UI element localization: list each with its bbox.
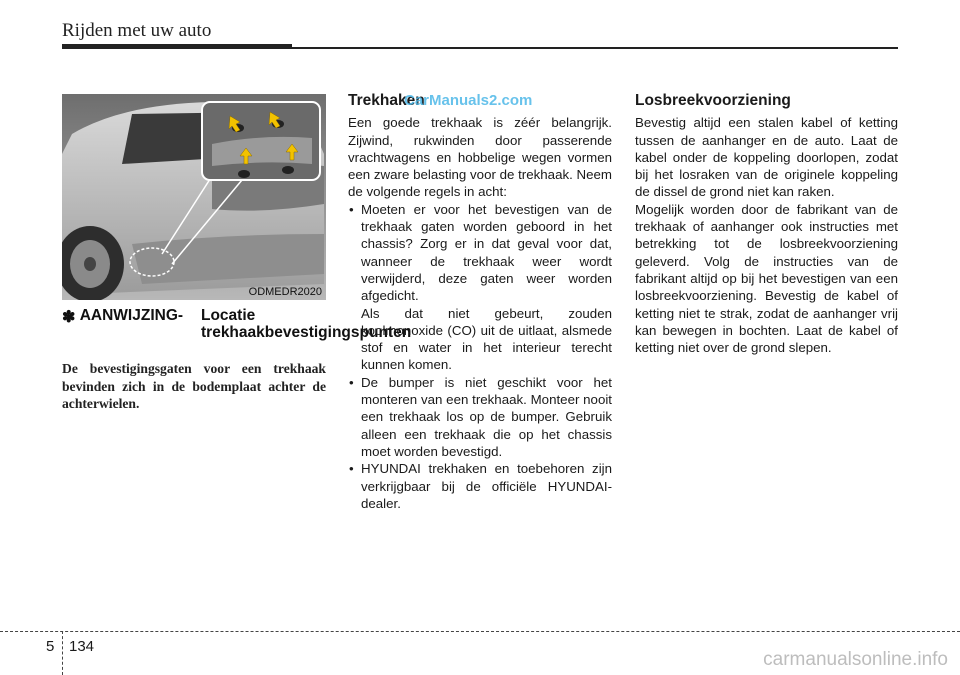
watermark: CarManuals2.com — [404, 92, 533, 109]
trekhaken-intro: Een goede trekhaak is zéér belangrijk. Zijwind, rukwinden door passerende vrachtwagens en hobbelige wegen vormen een zware belasting voor de trekhaak. Neem de volgende regels in acht: — [348, 115, 612, 200]
column-losbreek — [635, 92, 898, 356]
losbreek-heading: Losbreekvoorziening — [635, 92, 791, 109]
footer-divider — [62, 631, 63, 675]
footer-rule — [0, 631, 960, 632]
section-number: 5 — [46, 638, 55, 655]
list-item: • De bumper is niet geschikt voor het monteren van een trekhaak. Monteer nooit een trekhaak los op de bumper. Gebruik alleen een trekhaak die op het chassis moet worden bevestigd. — [349, 374, 612, 459]
header-rule-thin — [292, 47, 898, 49]
tow-hook-figure — [62, 94, 326, 300]
page-number: 134 — [69, 638, 95, 655]
losbreek-paragraph-1: Bevestig altijd een stalen kabel of ketting tussen de aanhanger en de auto. Laat de kabel onder de koppeling doorlopen, zodat bij het losraken van de originele koppeling de dissel de grond niet kan raken. — [635, 115, 898, 200]
list-item: • HYUNDAI trekhaken en toebehoren zijn verkrijgbaar bij de officiële HYUNDAI-dealer. — [349, 461, 612, 511]
figure-code: ODMEDR2020 — [248, 286, 322, 298]
note-body: De bevestigingsgaten voor een trekhaak bevinden zich in de bodemplaat achter de achterwielen. — [62, 361, 326, 411]
note-tag: AANWIJZING- — [79, 307, 184, 324]
losbreek-paragraph-2: Mogelijk worden door de fabrikant van de trekhaak of aanhanger ook instructies met betrekking tot de losbreekvoorziening geleverd. Volg de instructies van de fabrikant altijd op bij het bevestigen van een losbreekvoorziening. Bevestig de kabel of ketting niet te strak, zodat de aanhanger vrij kan bewegen in bochten. Laat de kabel of ketting niet over de grond slepen. — [635, 201, 898, 356]
list-item-text: Moeten er voor het bevestigen van de trekhaak gaten worden geboord in het chassis? Zorg er in dat geval voor dat, wanneer de trekhaak weer wordt verwijderd, deze gaten weer worden afgedicht. — [361, 201, 612, 304]
note-symbol: ✽ — [62, 309, 76, 326]
list-item-text: De bumper is niet geschikt voor het monteren van een trekhaak. Monteer nooit een trekhaak los op de bumper. Gebruik alleen een trekhaak die op het chassis moet worden bevestigd. — [361, 374, 612, 459]
note-heading — [62, 307, 412, 341]
page-header-title: Rijden met uw auto — [62, 20, 212, 41]
trekhaken-list — [348, 201, 612, 512]
header-rule — [62, 44, 292, 49]
note-title: Locatie trekhaakbevestigingspunten — [201, 307, 412, 341]
list-item-text: HYUNDAI trekhaken en toebehoren zijn verkrijgbaar bij de officiële HYUNDAI-dealer. — [361, 461, 612, 511]
trekhaken-heading: Trekhaken — [348, 92, 425, 109]
column-trekhaken — [348, 92, 612, 512]
source-watermark: carmanualsonline.info — [763, 649, 948, 670]
list-item-extra: Als dat niet gebeurt, zouden koolmonoxide (CO) uit de uitlaat, alsmede stof en water in het interieur terecht kunnen komen. — [361, 305, 612, 373]
list-item: • Moeten er voor het bevestigen van de trekhaak gaten worden geboord in het chassis? Zorg er in dat geval voor dat, wanneer de trekhaak weer wordt verwijderd, deze gaten weer worden afgedicht. — [349, 201, 612, 304]
car-rear-illustration — [62, 94, 326, 300]
